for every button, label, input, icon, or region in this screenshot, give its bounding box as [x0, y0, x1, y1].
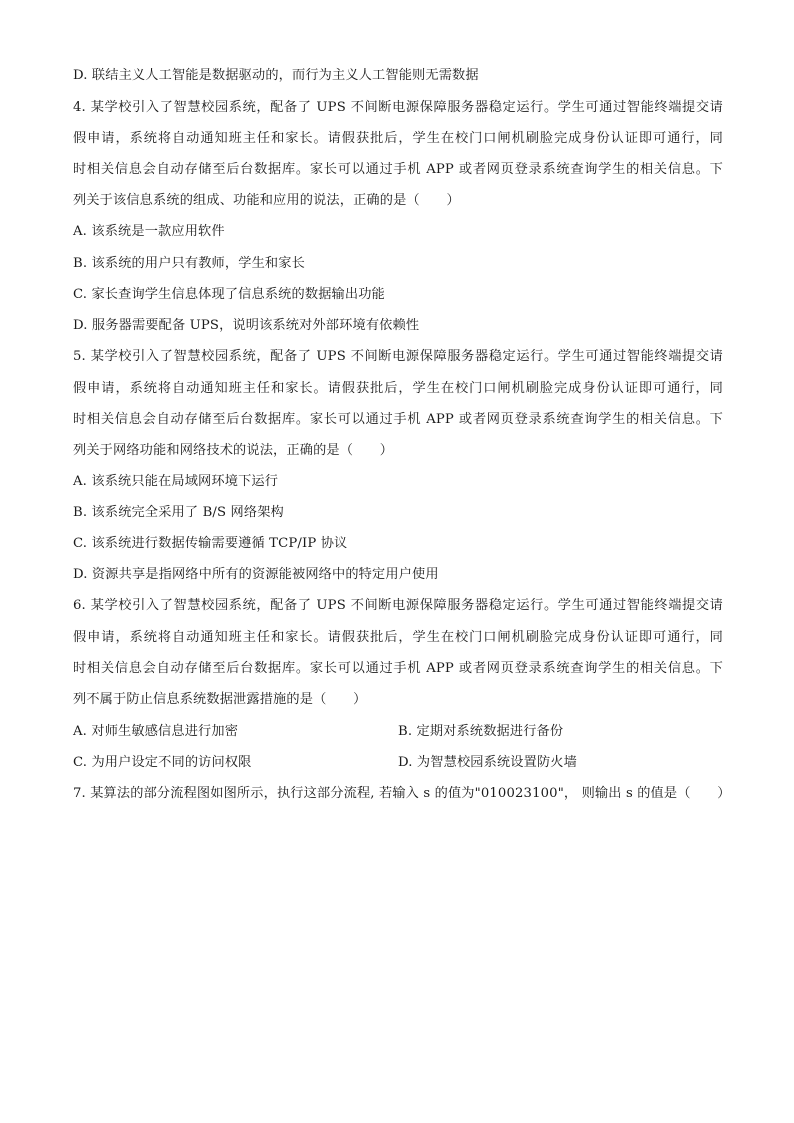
q4-option-c: C. 家长查询学生信息体现了信息系统的数据输出功能 — [73, 287, 385, 302]
q5-stem-line-3: 时相关信息会自动存储至后台数据库。家长可以通过手机 APP 或者网页登录系统查询学生的相关信息。下 — [73, 412, 723, 427]
q5-stem-line-2: 假申请，系统将自动通知班主任和家长。请假获批后，学生在校门口闸机刷脸完成身份认证即可通行，同 — [73, 381, 723, 396]
q6-option-b: B. 定期对系统数据进行备份 — [398, 724, 564, 739]
q5-option-c: C. 该系统进行数据传输需要遵循 TCP/IP 协议 — [73, 536, 348, 551]
q6-stem-line-4: 列不属于防止信息系统数据泄露措施的是（ ） — [73, 692, 367, 707]
q5-option-b: B. 该系统完全采用了 B/S 网络架构 — [73, 505, 284, 520]
q6-stem-line-1: 6. 某学校引入了智慧校园系统，配备了 UPS 不间断电源保障服务器稳定运行。学生可通过智能终端提交请 — [73, 598, 723, 613]
q4-stem-line-1: 4. 某学校引入了智慧校园系统，配备了 UPS 不间断电源保障服务器稳定运行。学生可通过智能终端提交请 — [73, 100, 723, 115]
q4-stem-line-3: 时相关信息会自动存储至后台数据库。家长可以通过手机 APP 或者网页登录系统查询学生的相关信息。下 — [73, 162, 723, 177]
q4-stem-line-2: 假申请，系统将自动通知班主任和家长。请假获批后，学生在校门口闸机刷脸完成身份认证即可通行，同 — [73, 131, 723, 146]
q4-option-d: D. 服务器需要配备 UPS，说明该系统对外部环境有依赖性 — [73, 318, 420, 333]
q5-option-a: A. 该系统只能在局域网环境下运行 — [73, 474, 279, 489]
q6-option-c: C. 为用户设定不同的访问权限 — [73, 755, 252, 770]
q6-stem-line-3: 时相关信息会自动存储至后台数据库。家长可以通过手机 APP 或者网页登录系统查询学生的相关信息。下 — [73, 661, 723, 676]
q5-stem-line-1: 5. 某学校引入了智慧校园系统，配备了 UPS 不间断电源保障服务器稳定运行。学生可通过智能终端提交请 — [73, 349, 723, 364]
q4-option-b: B. 该系统的用户只有教师，学生和家长 — [73, 256, 305, 271]
q3-option-d: D. 联结主义人工智能是数据驱动的，而行为主义人工智能则无需数据 — [73, 68, 479, 83]
q5-stem-line-4: 列关于网络功能和网络技术的说法，正确的是（ ） — [73, 443, 394, 458]
q7-stem: 7. 某算法的部分流程图如图所示，执行这部分流程, 若输入 s 的值为"010023100"， 则输出 s 的值是（ ） — [73, 786, 731, 801]
q5-option-d: D. 资源共享是指网络中所有的资源能被网络中的特定用户使用 — [73, 567, 439, 582]
q6-option-d: D. 为智慧校园系统设置防火墙 — [398, 755, 577, 770]
q6-option-a: A. 对师生敏感信息进行加密 — [73, 724, 239, 739]
q4-option-a: A. 该系统是一款应用软件 — [73, 224, 225, 239]
q6-stem-line-2: 假申请，系统将自动通知班主任和家长。请假获批后，学生在校门口闸机刷脸完成身份认证即可通行，同 — [73, 630, 723, 645]
q4-stem-line-4: 列关于该信息系统的组成、功能和应用的说法，正确的是（ ） — [73, 193, 460, 208]
